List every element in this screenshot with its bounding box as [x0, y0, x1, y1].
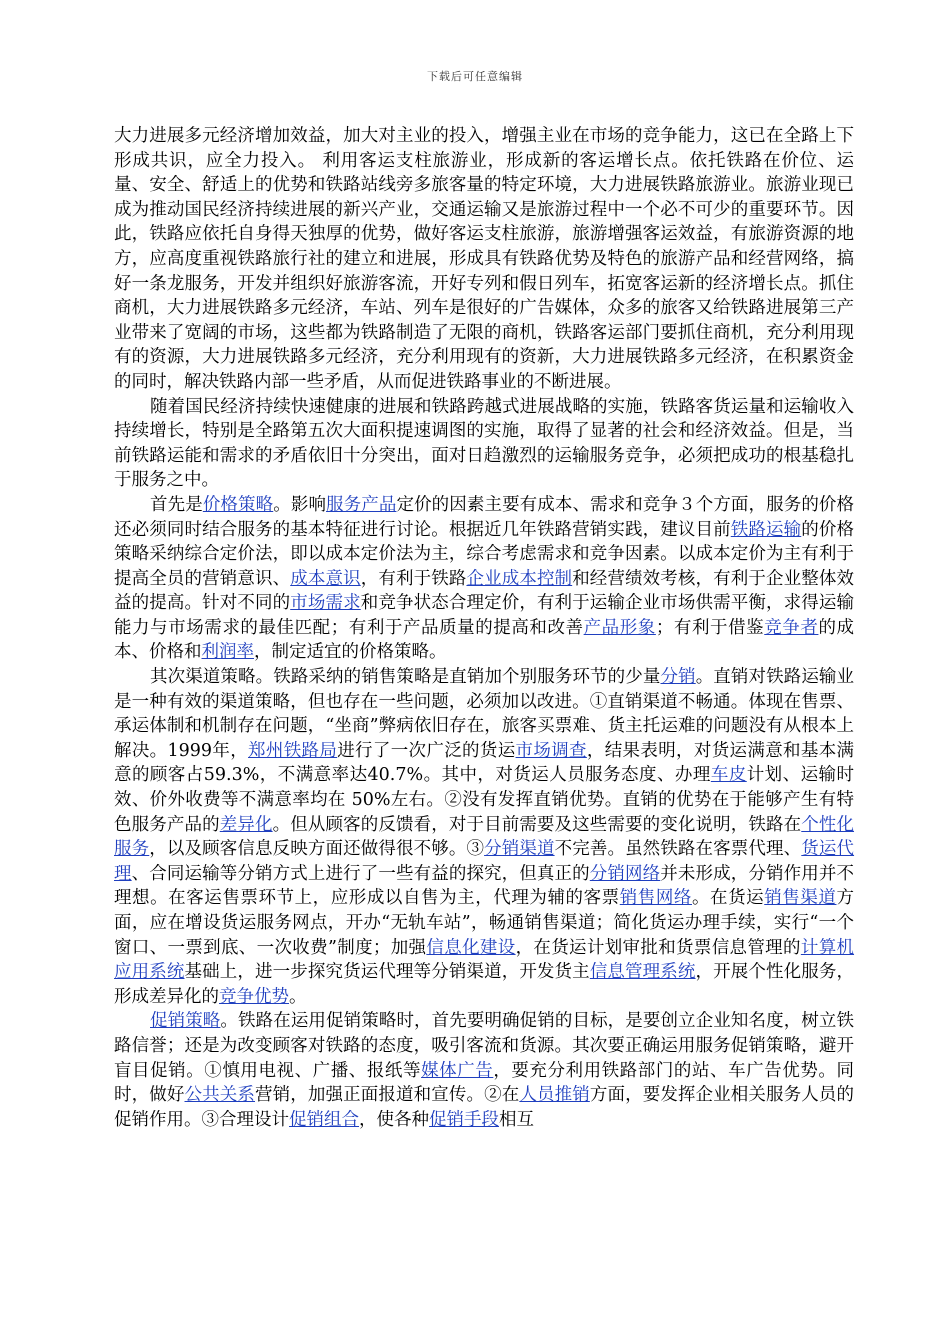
inline-link[interactable]: 企业成本控制 [466, 568, 573, 589]
paragraph-text: 相互 [499, 1109, 534, 1130]
inline-link[interactable]: 信息化建设 [426, 937, 516, 958]
paragraph-text: ，使各种 [359, 1109, 429, 1130]
paragraph-text: 方面，要发挥企业相关服务人员的促销作用。③合理设计 [114, 1085, 855, 1130]
inline-link[interactable]: 个性化服务 [114, 814, 855, 860]
paragraph [114, 124, 854, 395]
paragraph-text: 首先是 [150, 494, 203, 515]
paragraph-text: 计划、运输时效、价外收费等不满意率均在 50%左右。②没有发挥直销优势。直销的优势在于能够产生有特色服务产品的 [114, 765, 854, 835]
paragraph [114, 1009, 854, 1132]
paragraph-text: 。铁路在运用促销策略时，首先要明确促销的目标，是要创立企业知名度，树立铁路信誉；还是为改变顾客对铁路的态度，吸引客流和货源。其次要正确运用服务促销策略，避开盲目促销。①慎用电视、广播、报纸等 [114, 1011, 855, 1081]
paragraph-text: 大力进展多元经济增加效益，加大对主业的投入，增强主业在市场的竞争能力，这已在全路上下形成共识，应全力投入。 利用客运支柱旅游业，形成新的客运增长点。依托铁路在价位、运量、安全、舒适上的优势和铁路站线旁多旅客量的特定环境，大力进展铁路旅游业。旅游业现已成为推动国民经济持续进展的新兴产业，交通运输又是旅游过程中一个必不可少的重要环节。因此，铁路应依托自身得天独厚的优势，做好客运支柱旅游，旅游增强客运效益，有旅游资源的地方，应高度重视铁路旅行社的建立和进展，形成具有铁路优势及特色的旅游产品和经营网络，搞好一条龙服务，开发并组织好旅游客流，开好专列和假日列车，拓宽客运新的经济增长点。抓住商机，大力进展铁路多元经济，车站、列车是很好的广告媒体，众多的旅客又给铁路进展第三产业带来了宽阔的市场，这些都为铁路制造了无限的商机，铁路客运部门要抓住商机，充分利用现有的资源，大力进展铁路多元经济，充分利用现有的资新，大力进展铁路多元经济，在积累资金的同时，解决铁路内部一些矛盾，从而促进铁路事业的不断进展。 [114, 126, 854, 392]
paragraph-text: 营销，加强正面报道和宣传。②在 [255, 1085, 520, 1106]
inline-link[interactable]: 计算机应用系统 [114, 937, 855, 983]
inline-link[interactable]: 差异化 [219, 814, 273, 835]
inline-link[interactable]: 竞争优势 [219, 986, 289, 1007]
inline-link[interactable]: 销售网络 [619, 888, 692, 909]
inline-link[interactable]: 成本意识 [290, 568, 361, 589]
paragraph-text: 并未形成，分销作用并不理想。在客运售票环节上，应形成以自售为主，代理为辅的客票 [114, 863, 855, 909]
paragraph-text: 。直销对铁路运输业是一种有效的渠道策略，但也存在一些问题，必须加以改进。①直销渠道不畅通。体现在售票、承运体制和机制存在问题，“坐商”弊病依旧存在，旅客买票难、货主托运难的问题没有从根本上解决。1999年， [114, 667, 855, 761]
inline-link[interactable]: 公共关系 [184, 1085, 255, 1106]
inline-link[interactable]: 服务产品 [326, 494, 397, 515]
page-header: 下载后可任意编辑 [427, 70, 523, 83]
inline-link[interactable]: 货运代理 [114, 839, 855, 884]
inline-link[interactable]: 郑州铁路局 [248, 740, 338, 761]
paragraph-text: 和竞争状态合理定价，有利于运输企业市场供需平衡，求得运输能力与市场需求的最佳匹配；有利于产品质量的提高和改善 [114, 593, 855, 638]
inline-link[interactable]: 促销手段 [429, 1109, 499, 1130]
inline-link[interactable]: 市场调查 [515, 740, 587, 761]
paragraph-text: ，要充分利用铁路部门的站、车广告优势。同时，做好 [114, 1060, 854, 1106]
inline-link[interactable]: 价格策略 [202, 494, 274, 515]
inline-link[interactable]: 分销 [660, 667, 696, 688]
paragraph-text: 和经营绩效考核，有利于企业整体效益的提高。针对不同的 [114, 568, 855, 614]
inline-link[interactable]: 促销组合 [289, 1109, 359, 1130]
paragraph-text: 的成本、价格和 [114, 617, 854, 663]
paragraph-text: 定价的因素主要有成本、需求和竞争３个方面，服务的价格还必须同时结合服务的基本特征进行讨论。根据近几年铁路营销实践，建议目前 [114, 494, 855, 540]
paragraph-text: 。但从顾客的反馈看，对于目前需要及这些需要的变化说明，铁路在 [272, 814, 802, 835]
paragraph [114, 493, 854, 665]
paragraph-text: 。 [289, 986, 307, 1007]
paragraph [114, 665, 854, 1009]
paragraph-text: ；有利于借鉴 [655, 617, 765, 638]
inline-link[interactable]: 媒体广告 [421, 1060, 494, 1081]
inline-link[interactable]: 分销渠道 [484, 839, 555, 860]
inline-link[interactable]: 促销策略 [150, 1011, 221, 1032]
paragraph-text: 。在货运 [692, 888, 765, 909]
paragraph-text: 方面，应在增设货运服务网点，开办“无轨车站”，畅通销售渠道；简化货运办理手续，实行“一个窗口、一票到底、一次收费”制度；加强 [114, 888, 854, 958]
paragraph-text: ，制定适宜的价格策略。 [254, 642, 447, 663]
paragraph-text: 。影响 [273, 494, 327, 515]
paragraph-text: 进行了一次广泛的货运 [337, 740, 516, 761]
inline-link[interactable]: 竞争者 [764, 617, 819, 638]
inline-link[interactable]: 利润率 [201, 642, 254, 663]
paragraph-text: 、合同运输等分销方式上进行了一些有益的探究，但真正的 [131, 863, 590, 884]
inline-link[interactable]: 车皮 [710, 765, 747, 786]
inline-link[interactable]: 市场需求 [290, 593, 361, 614]
paragraph-text: ，有利于铁路 [360, 568, 467, 589]
inline-link[interactable]: 铁路运输 [730, 519, 802, 540]
paragraph-text: ，以及顾客信息反映方面还做得很不够。③ [149, 839, 485, 860]
inline-link[interactable]: 信息管理系统 [589, 962, 696, 983]
paragraph-text: 基础上，进一步探究货运代理等分销渠道，开发货主 [184, 962, 590, 983]
paragraph-text: ，开展个性化服务，形成差异化的 [114, 962, 855, 1007]
paragraph-text: 的价格策略采纳综合定价法，即以成本定价法为主，综合考虑需求和竞争因素。以成本定价为主有利于提高全员的营销意识、 [114, 519, 855, 589]
paragraph [114, 395, 854, 493]
paragraph-text: 不完善。虽然铁路在客票代理、 [554, 839, 802, 860]
inline-link[interactable]: 分销网络 [589, 863, 661, 884]
paragraph-text: ，结果表明，对货运满意和基本满意的顾客占59.3%，不满意率达40.7%。其中，对货运人员服务态度、办理 [114, 740, 855, 786]
paragraph-text: 随着国民经济持续快速健康的进展和铁路跨越式进展战略的实施，铁路客货运量和运输收入持续增长，特别是全路第五次大面积提速调图的实施，取得了显著的社会和经济效益。但是，当前铁路运能和需求的矛盾依旧十分突出，面对日趋激烈的运输服务竞争，必须把成功的根基稳扎于服务之中。 [114, 396, 854, 491]
inline-link[interactable]: 产品形象 [583, 617, 656, 638]
inline-link[interactable]: 销售渠道 [764, 888, 837, 909]
paragraph-text: 其次渠道策略。铁路采纳的销售策略是直销加个别服务环节的少量 [150, 667, 661, 688]
document-body [114, 124, 854, 1132]
paragraph-text: ，在货运计划审批和货票信息管理的 [515, 937, 801, 958]
inline-link[interactable]: 人员推销 [519, 1085, 590, 1106]
